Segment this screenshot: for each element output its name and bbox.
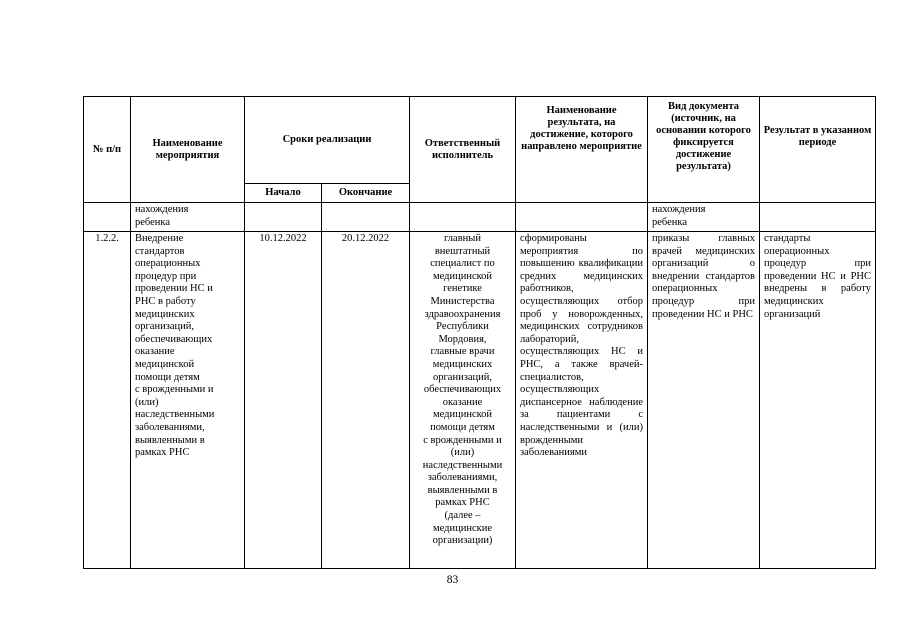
page-number: 83 — [446, 574, 459, 586]
activities-table — [83, 96, 876, 569]
cell-result-name — [516, 203, 648, 232]
cell-end — [322, 203, 410, 232]
header-start: Начало — [245, 184, 322, 203]
cell-activity: нахождения ребенка — [131, 203, 245, 232]
table-row — [84, 232, 876, 569]
cell-responsible: главный внештатный специалист по медицинской генетике Министерства здравоохранения Республики Мордовия, главные врачи медицинских организаций, обеспечивающих оказание медицинской помощи детям с врожденными и (или) наследственными заболеваниями, выявленными в рамках РНС (далее – медицинские организации) — [410, 232, 516, 569]
cell-document-type: приказы главных врачей медицинских организаций о внедрении стандартов операционных процедур при проведении НС и РНС — [648, 232, 760, 569]
cell-result-period — [760, 203, 876, 232]
header-num: № п/п — [84, 97, 131, 203]
header-result-period: Результат в указанном периоде — [760, 97, 876, 203]
cell-num: 1.2.2. — [84, 232, 131, 569]
cell-responsible — [410, 203, 516, 232]
header-end: Окончание — [322, 184, 410, 203]
cell-end: 20.12.2022 — [322, 232, 410, 569]
cell-document-type: нахождения ребенка — [648, 203, 760, 232]
header-result-name: Наименование результата, на достижение, которого направлено мероприятие — [516, 97, 648, 203]
cell-activity: Внедрение стандартов операционных процедур при проведении НС и РНС в работу медицинских организаций, обеспечивающих оказание медицинской помощи детям с врожденными и (или) наследственными заболеваниями, выявленными в рамках РНС — [131, 232, 245, 569]
cell-num — [84, 203, 131, 232]
table-header-row — [84, 97, 876, 184]
cell-start — [245, 203, 322, 232]
header-responsible: Ответственный исполнитель — [410, 97, 516, 203]
cell-result-period: стандарты операционных процедур при проведении НС и РНС внедрены в работу медицинских организаций — [760, 232, 876, 569]
table-row — [84, 203, 876, 232]
cell-result-name: сформированы мероприятия по повышению квалификации средних медицинских работников, осуществляющих отбор проб у новорожденных, медицинских сотрудников лабораторий, осуществляющих НС и РНС, а также врачей-специалистов, осуществляющих диспансерное наблюдение за пациентами с наследственными и (или) врожденными заболеваниями — [516, 232, 648, 569]
header-activity: Наименование мероприятия — [131, 97, 245, 203]
header-terms: Сроки реализации — [245, 97, 410, 184]
header-document-type: Вид документа (источник, на основании которого фиксируется достижение результата) — [648, 97, 760, 203]
cell-start: 10.12.2022 — [245, 232, 322, 569]
